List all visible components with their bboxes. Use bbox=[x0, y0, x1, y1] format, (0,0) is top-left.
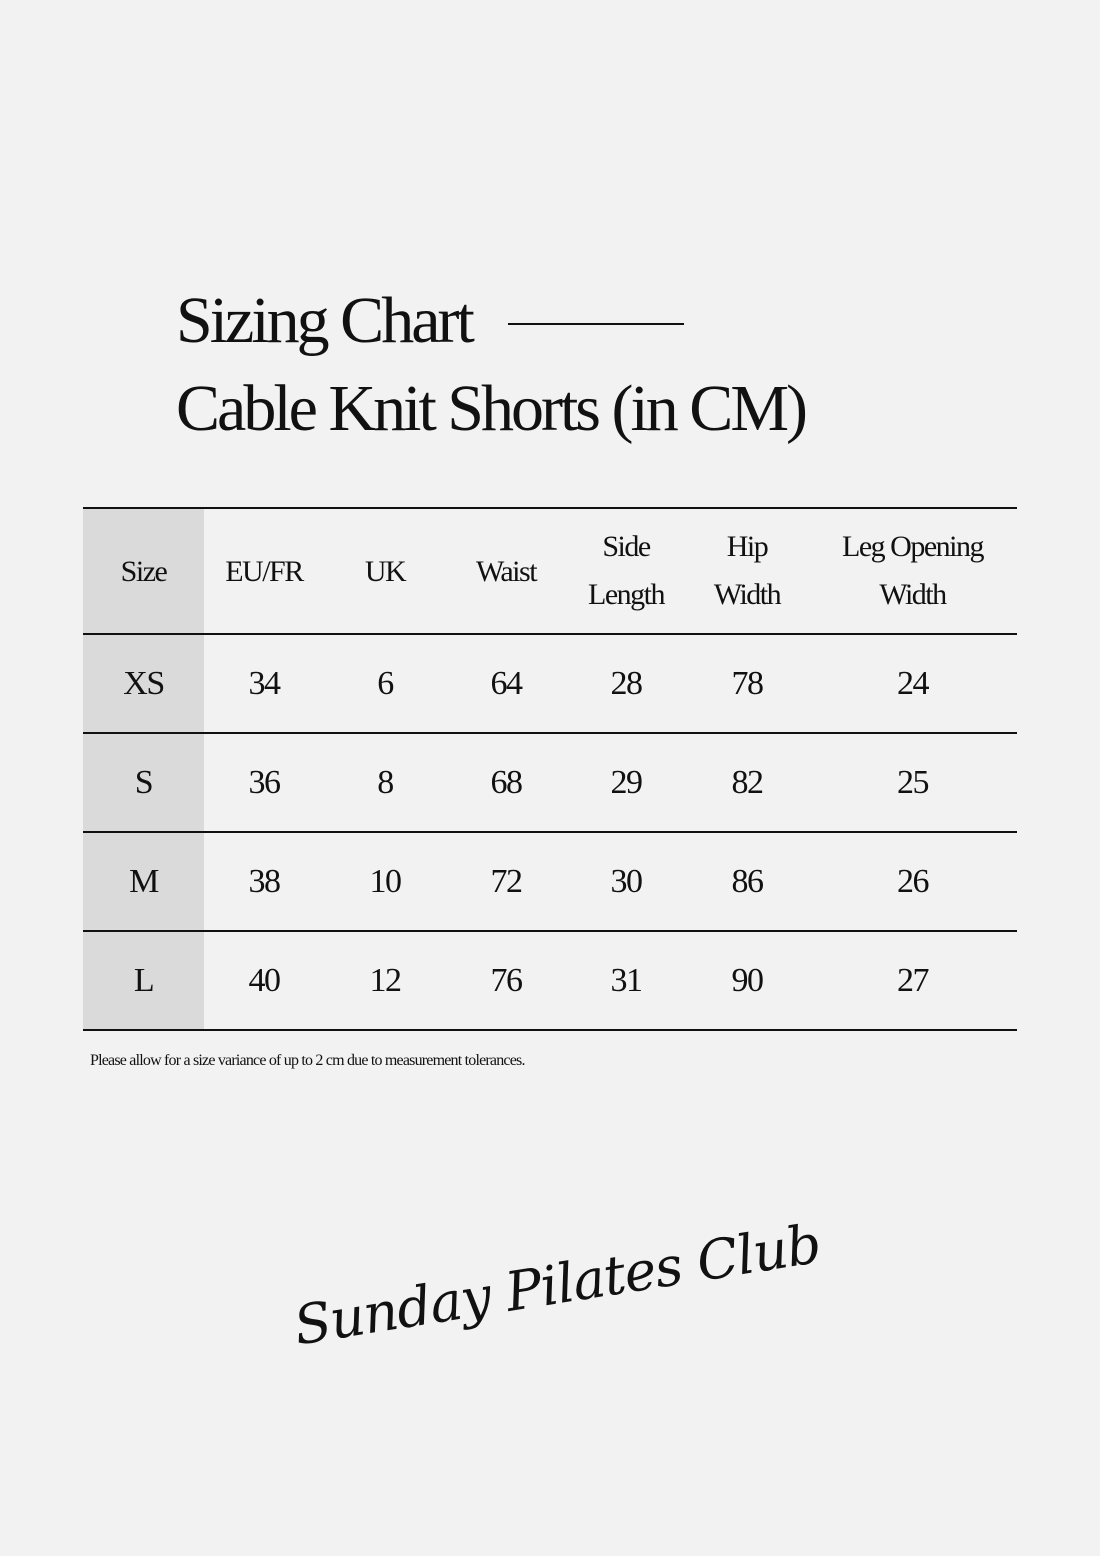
leg-opening-width-cell: 24 bbox=[897, 664, 928, 702]
hip-width-cell: 78 bbox=[731, 664, 763, 702]
size-cell: XS bbox=[83, 635, 204, 732]
measurement-note: Please allow for a size variance of up to 2 cm due to measurement tolerances. bbox=[90, 1052, 525, 1069]
side-length-cell: 30 bbox=[610, 862, 642, 900]
table-row bbox=[83, 732, 1017, 831]
size-cell: S bbox=[83, 734, 204, 831]
uk-cell: 10 bbox=[369, 862, 401, 900]
header-hip-width-line2: Width bbox=[713, 578, 781, 611]
header-leg-opening-width-line2: Width bbox=[879, 578, 946, 611]
header-leg-opening-width-line1: Leg Opening bbox=[842, 530, 983, 563]
brand-logo bbox=[289, 1212, 825, 1365]
leg-opening-width-cell: 26 bbox=[897, 862, 928, 900]
page-subtitle: Cable Knit Shorts (in CM) bbox=[176, 372, 805, 445]
sizing-table bbox=[83, 507, 1017, 1031]
header-waist: Waist bbox=[475, 555, 537, 588]
header-leg-opening-width bbox=[808, 509, 1017, 633]
side-length-cell: 28 bbox=[610, 664, 642, 702]
eu-fr-cell: 34 bbox=[248, 664, 280, 702]
waist-cell: 76 bbox=[490, 961, 522, 999]
header-side-length bbox=[566, 509, 686, 633]
eu-fr-cell: 38 bbox=[248, 862, 280, 900]
header-hip-width-line1: Hip bbox=[726, 530, 768, 563]
hip-width-cell: 86 bbox=[731, 862, 763, 900]
uk-cell: 12 bbox=[369, 961, 401, 999]
table-row bbox=[83, 930, 1017, 1031]
table-row bbox=[83, 633, 1017, 732]
eu-fr-cell: 36 bbox=[248, 763, 280, 801]
hip-width-cell: 90 bbox=[731, 961, 763, 999]
side-length-cell: 29 bbox=[610, 763, 642, 801]
uk-cell: 8 bbox=[377, 763, 393, 801]
page-title: Sizing Chart bbox=[176, 284, 472, 357]
header-hip-width bbox=[686, 509, 808, 633]
waist-cell: 64 bbox=[490, 664, 522, 702]
header-size: Size bbox=[83, 509, 204, 633]
header-eu-fr: EU/FR bbox=[225, 555, 303, 588]
waist-cell: 72 bbox=[490, 862, 522, 900]
side-length-cell: 31 bbox=[610, 961, 642, 999]
title-divider bbox=[508, 323, 684, 325]
header-side-length-line1: Side bbox=[602, 530, 650, 563]
leg-opening-width-cell: 27 bbox=[897, 961, 928, 999]
table-header-row bbox=[83, 507, 1017, 633]
size-cell: L bbox=[83, 932, 204, 1029]
hip-width-cell: 82 bbox=[731, 763, 763, 801]
table-row bbox=[83, 831, 1017, 930]
brand-logo-text: Sunday Pilates Club bbox=[289, 1212, 825, 1358]
eu-fr-cell: 40 bbox=[248, 961, 280, 999]
uk-cell: 6 bbox=[377, 664, 393, 702]
leg-opening-width-cell: 25 bbox=[897, 763, 928, 801]
header-side-length-line2: Length bbox=[588, 578, 664, 611]
size-cell: M bbox=[83, 833, 204, 930]
header-uk: UK bbox=[364, 555, 406, 588]
waist-cell: 68 bbox=[490, 763, 522, 801]
